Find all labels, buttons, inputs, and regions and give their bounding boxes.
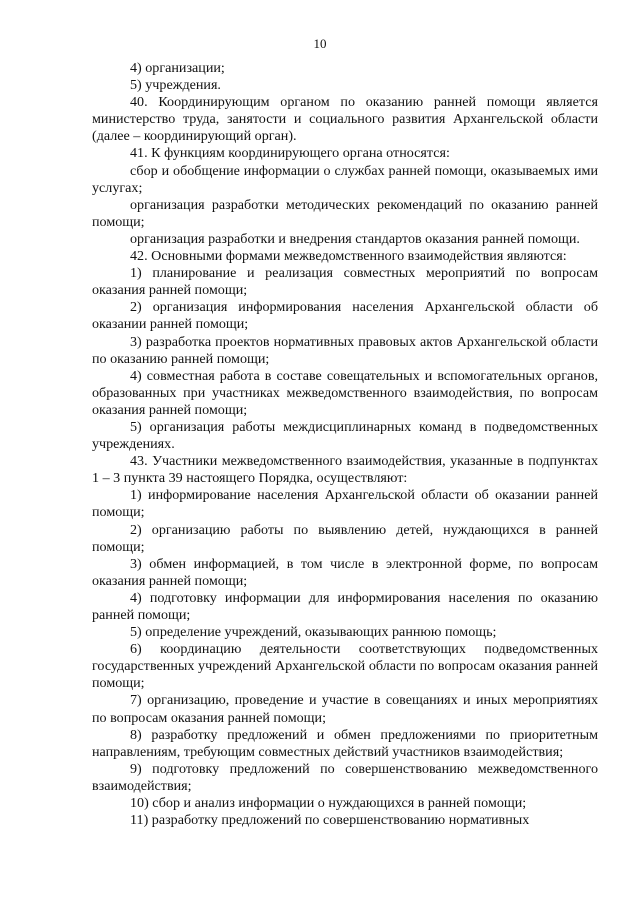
paragraph: 8) разработку предложений и обмен предложениями по приоритетным направлениям, требующим совместных действий участников взаимодействия; [92,726,598,760]
paragraph: 4) организации; [130,60,225,76]
paragraph: 2) организацию работы по выявлению детей, нуждающихся в ранней помощи; [92,521,598,555]
paragraph: 1) информирование населения Архангельской области об оказании ранней помощи; [92,487,598,521]
paragraph: 10) сбор и анализ информации о нуждающихся в ранней помощи; [130,795,527,812]
paragraph: 40. Координирующим органом по оказанию ранней помощи является министерство труда, занятости и социального развития Архангельской области (далее – координирующий орган). [92,94,598,145]
paragraph: 3) разработка проектов нормативных правовых актов Архангельской области по оказанию ранней помощи; [92,333,598,367]
paragraph: 3) обмен информацией, в том числе в электронной форме, по вопросам оказания ранней помощи; [92,555,598,589]
paragraph: 4) совместная работа в составе совещательных и вспомогательных органов, образованных при участниках межведомственного взаимодействия, по вопросам оказания ранней помощи; [92,367,598,418]
paragraph: 5) определение учреждений, оказывающих раннюю помощь; [130,624,497,641]
paragraph: 5) организация работы междисциплинарных команд в подведомственных учреждениях. [92,418,598,453]
paragraph: сбор и обобщение информации о службах ранней помощи, оказываемых ими услугах; [92,162,598,196]
paragraph: 9) подготовку предложений по совершенствованию межведомственного взаимодействия; [92,760,598,794]
paragraph: 41. К функциям координирующего органа относятся: [130,145,450,162]
page-number: 10 [313,36,327,51]
paragraph: 5) учреждения. [130,77,221,94]
paragraph: 7) организацию, проведение и участие в совещаниях и иных мероприятиях по вопросам оказания ранней помощи; [92,692,598,726]
paragraph: 4) подготовку информации для информирования населения по оказанию ранней помощи; [92,589,598,623]
paragraph: организация разработки и внедрения стандартов оказания ранней помощи. [130,230,580,247]
paragraph: 11) разработку предложений по совершенствованию нормативных [130,812,530,829]
paragraph: 43. Участники межведомственного взаимодействия, указанные в подпунктах 1 – 3 пункта 39 настоящего Порядка, осуществляют: [92,453,598,487]
paragraph: организация разработки методических рекомендаций по оказанию ранней помощи; [92,196,598,230]
paragraph: 2) организация информирования населения Архангельской области об оказании ранней помощи; [92,299,598,333]
document-body [92,60,598,829]
paragraph: 1) планирование и реализация совместных мероприятий по вопросам оказания ранней помощи; [92,265,598,299]
paragraph: 42. Основными формами межведомственного взаимодействия являются: [130,248,567,265]
paragraph: 6) координацию деятельности соответствующих подведомственных государственных учреждений Архангельской области по вопросам оказания ранней помощи; [92,641,598,692]
